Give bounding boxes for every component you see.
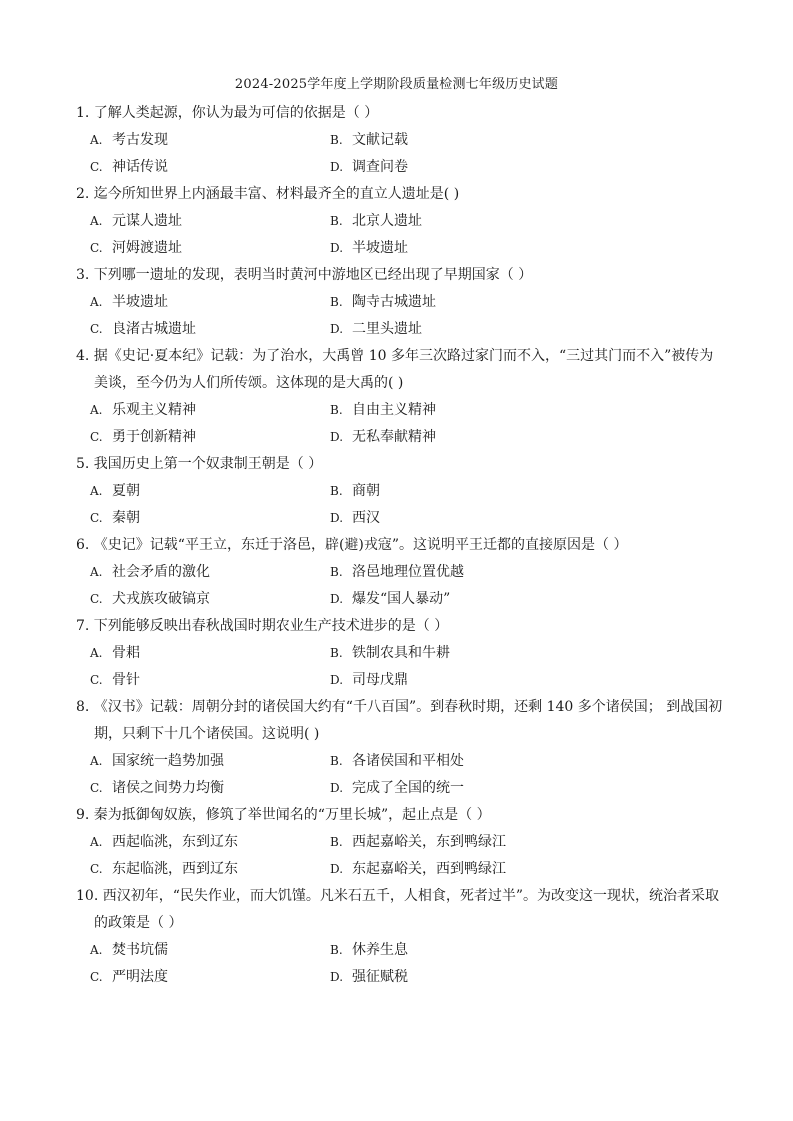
option-text: 良渚古城遗址 <box>112 321 196 337</box>
answer-options <box>76 829 726 883</box>
answer-option <box>90 640 330 667</box>
answer-option <box>330 478 630 505</box>
option-letter: B. <box>330 484 343 498</box>
option-text: 乐观主义精神 <box>112 402 196 418</box>
answer-option <box>90 397 330 424</box>
option-letter: B. <box>330 754 343 768</box>
option-letter: A. <box>90 835 103 849</box>
option-letter: D. <box>330 592 344 606</box>
option-letter: B. <box>330 565 343 579</box>
option-letter: A. <box>90 403 103 417</box>
option-text: 铁制农具和牛耕 <box>352 645 450 661</box>
option-text: 无私奉献精神 <box>352 429 436 445</box>
answer-option <box>330 829 630 856</box>
option-text: 二里头遗址 <box>352 321 422 337</box>
answer-option <box>90 667 330 694</box>
option-text: 西起嘉峪关，东到鸭绿江 <box>352 834 506 850</box>
question-stem: 1. 了解人类起源，你认为最为可信的依据是（ ） <box>76 105 379 121</box>
option-letter: B. <box>330 133 343 147</box>
option-letter: A. <box>90 943 103 957</box>
answer-option <box>330 316 630 343</box>
option-text: 半坡遗址 <box>112 294 168 310</box>
option-letter: B. <box>330 403 343 417</box>
answer-options <box>76 289 726 343</box>
question-1 <box>76 100 726 181</box>
option-letter: D. <box>330 862 344 876</box>
option-text: 河姆渡遗址 <box>112 240 182 256</box>
option-letter: B. <box>330 646 343 660</box>
answer-options <box>76 748 726 802</box>
answer-options <box>76 127 726 181</box>
option-text: 自由主义精神 <box>352 402 436 418</box>
option-text: 焚书坑儒 <box>112 942 168 958</box>
answer-option <box>90 424 330 451</box>
option-letter: D. <box>330 160 344 174</box>
option-text: 国家统一趋势加强 <box>112 753 224 769</box>
option-text: 北京人遗址 <box>352 213 422 229</box>
question-list <box>76 100 726 991</box>
answer-option <box>330 667 630 694</box>
option-letter: C. <box>90 430 103 444</box>
option-text: 强征赋税 <box>352 969 408 985</box>
option-text: 休养生息 <box>352 942 408 958</box>
option-text: 西起临洮，东到辽东 <box>112 834 238 850</box>
option-letter: B. <box>330 943 343 957</box>
option-text: 骨耜 <box>112 645 140 661</box>
option-text: 社会矛盾的激化 <box>112 564 210 580</box>
answer-option <box>90 829 330 856</box>
option-text: 调查问卷 <box>352 159 408 175</box>
answer-option <box>90 208 330 235</box>
option-letter: A. <box>90 214 103 228</box>
option-text: 完成了全国的统一 <box>352 780 464 796</box>
answer-option <box>330 964 630 991</box>
answer-option <box>90 127 330 154</box>
option-letter: D. <box>330 781 344 795</box>
answer-options <box>76 937 726 991</box>
question-10 <box>76 883 726 991</box>
option-letter: B. <box>330 214 343 228</box>
question-3 <box>76 262 726 343</box>
answer-options <box>76 208 726 262</box>
answer-option <box>330 559 630 586</box>
option-text: 司母戊鼎 <box>352 672 408 688</box>
answer-option <box>330 424 630 451</box>
option-letter: C. <box>90 241 103 255</box>
option-letter: A. <box>90 754 103 768</box>
option-text: 各诸侯国和平相处 <box>352 753 464 769</box>
option-letter: D. <box>330 673 344 687</box>
answer-option <box>330 289 630 316</box>
option-text: 半坡遗址 <box>352 240 408 256</box>
answer-option <box>330 505 630 532</box>
question-stem: 9. 秦为抵御匈奴族，修筑了举世闻名的“万里长城”，起止点是（ ） <box>76 807 491 823</box>
answer-option <box>330 640 630 667</box>
answer-option <box>90 559 330 586</box>
question-stem: 6. 《史记》记载“平王立，东迁于洛邑，辟(避)戎寇”。这说明平王迁都的直接原因是（ ） <box>76 537 628 553</box>
option-text: 洛邑地理位置优越 <box>352 564 464 580</box>
option-letter: C. <box>90 160 103 174</box>
exam-title: 2024-2025学年度上学期阶段质量检测七年级历史试题 <box>234 77 559 92</box>
answer-option <box>330 208 630 235</box>
option-text: 犬戎族攻破镐京 <box>112 591 210 607</box>
answer-option <box>330 586 630 613</box>
answer-option <box>90 505 330 532</box>
option-text: 秦朝 <box>112 510 140 526</box>
option-letter: C. <box>90 970 103 984</box>
question-9 <box>76 802 726 883</box>
answer-options <box>76 559 726 613</box>
question-stem: 3. 下列哪一遗址的发现，表明当时黄河中游地区已经出现了早期国家（ ） <box>76 267 533 283</box>
option-text: 骨针 <box>112 672 140 688</box>
question-stem: 8. 《汉书》记载：周朝分封的诸侯国大约有“千八百国”。到春秋时期，还剩 140 多个诸侯国； 到战国初期，只剩下十几个诸侯国。这说明( ) <box>76 699 723 742</box>
option-text: 勇于创新精神 <box>112 429 196 445</box>
question-stem: 4. 据《史记·夏本纪》记载：为了治水，大禹曾 10 多年三次路过家门而不入，“三过其门而不入”被传为美谈，至今仍为人们所传颂。这体现的是大禹的( ) <box>76 348 714 391</box>
answer-option <box>330 937 630 964</box>
option-letter: C. <box>90 511 103 525</box>
option-letter: A. <box>90 133 103 147</box>
question-6 <box>76 532 726 613</box>
option-text: 东起嘉峪关，西到鸭绿江 <box>352 861 506 877</box>
answer-option <box>90 748 330 775</box>
option-text: 严明法度 <box>112 969 168 985</box>
question-stem: 7. 下列能够反映出春秋战国时期农业生产技术进步的是（ ） <box>76 618 449 634</box>
option-letter: D. <box>330 970 344 984</box>
answer-option <box>330 856 630 883</box>
option-letter: B. <box>330 295 343 309</box>
option-text: 文献记载 <box>352 132 408 148</box>
answer-option <box>330 775 630 802</box>
option-letter: D. <box>330 511 344 525</box>
option-letter: C. <box>90 781 103 795</box>
option-letter: C. <box>90 592 103 606</box>
answer-option <box>330 397 630 424</box>
answer-option <box>90 316 330 343</box>
question-5 <box>76 451 726 532</box>
question-7 <box>76 613 726 694</box>
option-text: 考古发现 <box>112 132 168 148</box>
answer-option <box>90 289 330 316</box>
answer-option <box>90 937 330 964</box>
option-text: 商朝 <box>352 483 380 499</box>
option-letter: A. <box>90 484 103 498</box>
option-letter: A. <box>90 295 103 309</box>
answer-option <box>90 478 330 505</box>
question-stem: 10. 西汉初年，“民失作业，而大饥馑。凡米石五千，人相食，死者过半”。为改变这一现状，统治者采取的政策是（ ） <box>76 888 720 931</box>
answer-option <box>330 127 630 154</box>
option-text: 爆发“国人暴动” <box>352 591 451 607</box>
option-letter: A. <box>90 646 103 660</box>
answer-options <box>76 640 726 694</box>
option-letter: B. <box>330 835 343 849</box>
option-letter: A. <box>90 565 103 579</box>
question-2 <box>76 181 726 262</box>
answer-options <box>76 397 726 451</box>
question-8 <box>76 694 726 802</box>
option-letter: C. <box>90 322 103 336</box>
option-text: 诸侯之间势力均衡 <box>112 780 224 796</box>
answer-option <box>90 856 330 883</box>
question-4 <box>76 343 726 451</box>
answer-options <box>76 478 726 532</box>
option-text: 元谋人遗址 <box>112 213 182 229</box>
answer-option <box>90 775 330 802</box>
answer-option <box>90 586 330 613</box>
option-letter: D. <box>330 430 344 444</box>
option-text: 夏朝 <box>112 483 140 499</box>
question-stem: 5. 我国历史上第一个奴隶制王朝是（ ） <box>76 456 323 472</box>
answer-option <box>330 235 630 262</box>
option-letter: D. <box>330 322 344 336</box>
answer-option <box>90 154 330 181</box>
option-text: 神话传说 <box>112 159 168 175</box>
option-letter: D. <box>330 241 344 255</box>
option-letter: C. <box>90 862 103 876</box>
answer-option <box>330 748 630 775</box>
question-stem: 2. 迄今所知世界上内涵最丰富、材料最齐全的直立人遗址是( ) <box>76 186 460 202</box>
option-text: 陶寺古城遗址 <box>352 294 436 310</box>
answer-option <box>90 235 330 262</box>
option-text: 西汉 <box>352 510 380 526</box>
option-text: 东起临洮，西到辽东 <box>112 861 238 877</box>
option-letter: C. <box>90 673 103 687</box>
answer-option <box>90 964 330 991</box>
answer-option <box>330 154 630 181</box>
